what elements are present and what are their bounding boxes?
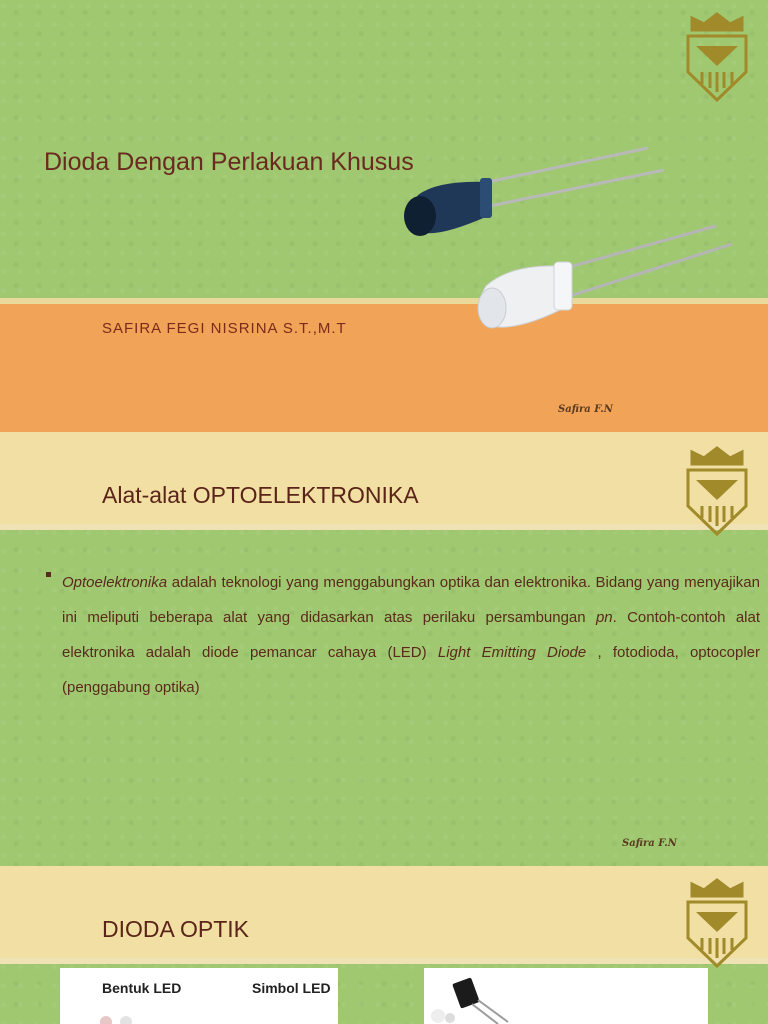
author-name: SAFIRA FEGI NISRINA S.T.,M.T (102, 320, 347, 337)
crest-logo-icon (684, 446, 750, 538)
header-band (0, 432, 768, 524)
header-band (0, 866, 768, 958)
term-led: Light Emitting Diode (437, 644, 587, 661)
body-paragraph (62, 565, 760, 705)
label-bentuk-led: Bentuk LED (102, 980, 182, 996)
led-photo-icon (398, 140, 738, 340)
slide-1 (0, 0, 768, 432)
slide-3 (0, 866, 768, 1024)
signature: Safira F.N (622, 838, 677, 849)
led-thumbnail-icon (96, 1012, 156, 1024)
slide-heading: DIODA OPTIK (102, 916, 249, 942)
band-divider (0, 524, 768, 530)
led-image-panel (60, 968, 338, 1024)
body-text-1: adalah teknologi yang menggabungkan optika dan elektronika. Bidang yang menyajikan ini meliputi beberapa alat yang didasarkan atas perilaku persambungan (62, 574, 760, 626)
label-simbol-led: Simbol LED (252, 980, 331, 996)
signature: Safira F.N (558, 404, 613, 415)
crest-logo-icon (684, 12, 750, 104)
body-text-3: , fotodioda, optocopler (penggabung optika) (62, 644, 761, 696)
photodiode-icon (428, 976, 548, 1024)
term-pn: pn (595, 609, 613, 626)
body-text-2: . Contoh-contoh alat elektronika adalah diode pemancar cahaya (LED) (62, 609, 760, 661)
bullet-marker (46, 572, 51, 577)
term-optoelektronika: Optoelektronika (62, 574, 168, 591)
band-divider (0, 958, 768, 964)
photodiode-image-panel (424, 968, 708, 1024)
slide-heading: Alat-alat OPTOELEKTRONIKA (102, 482, 419, 508)
crest-logo-icon (684, 878, 750, 970)
slide-title: Dioda Dengan Perlakuan Khusus (44, 148, 414, 176)
